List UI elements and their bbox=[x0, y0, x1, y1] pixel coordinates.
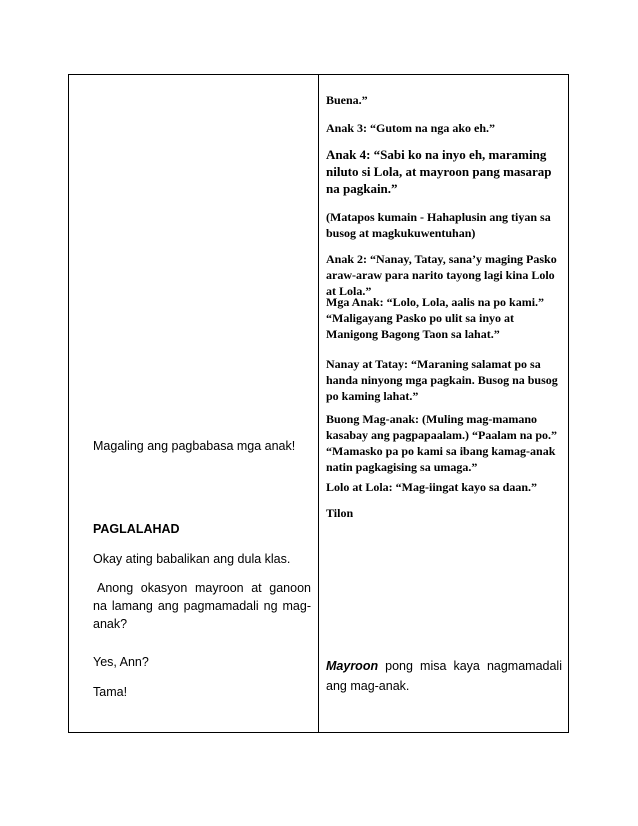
script-line: Nanay at Tatay: “Maraning salamat po sa handa ninyong mga pagkain. Busog na busog po kaming lahat.” bbox=[326, 357, 558, 403]
script-line: Anak 2: “Nanay, Tatay, sana’y maging Pasko araw-araw para narito tayong lagi kina Lolo at Lola.” bbox=[326, 252, 557, 298]
column-divider bbox=[318, 75, 319, 732]
answer-rest: pong misa kaya nagmamadali ang mag-anak. bbox=[326, 659, 562, 693]
intro-text: Okay ating babalikan ang dula klas. bbox=[93, 552, 291, 566]
script-line: Buena.” bbox=[326, 93, 368, 107]
script-line: (Matapos kumain - Hahaplusin ang tiyan sa busog at magkukuwentuhan) bbox=[326, 210, 551, 240]
script-line: Anak 4: “Sabi ko na inyo eh, maraming niluto si Lola, at mayroon pang masarap na pagkain.” bbox=[326, 147, 552, 196]
script-line: Mga Anak: “Lolo, Lola, aalis na po kami.” “Maligayang Pasko po ulit sa inyo at Manigong Bagong Taon sa lahat.” bbox=[326, 295, 545, 341]
answer-emphasis: Mayroon bbox=[326, 659, 379, 673]
praise-text: Magaling ang pagbabasa mga anak! bbox=[93, 439, 296, 453]
section-heading: PAGLALAHAD bbox=[93, 522, 180, 536]
script-line: Buong Mag-anak: (Muling mag-mamano kasabay ang pagpapaalam.) “Paalam na po.” “Mamasko pa po kami sa ibang kamag-anak natin pagkagising sa umaga.” bbox=[326, 412, 558, 474]
lesson-table bbox=[68, 74, 569, 733]
script-line: Lolo at Lola: “Mag-iingat kayo sa daan.” bbox=[326, 480, 538, 494]
affirm-text: Tama! bbox=[93, 685, 128, 699]
call-student-text: Yes, Ann? bbox=[93, 655, 149, 669]
script-line: Anak 3: “Gutom na nga ako eh.” bbox=[326, 121, 496, 135]
student-answer bbox=[326, 656, 562, 696]
script-line: Tilon bbox=[326, 506, 354, 520]
question-text: Anong okasyon mayroon at ganoon na lamang ang pagmamadali ng mag-anak? bbox=[93, 581, 311, 631]
